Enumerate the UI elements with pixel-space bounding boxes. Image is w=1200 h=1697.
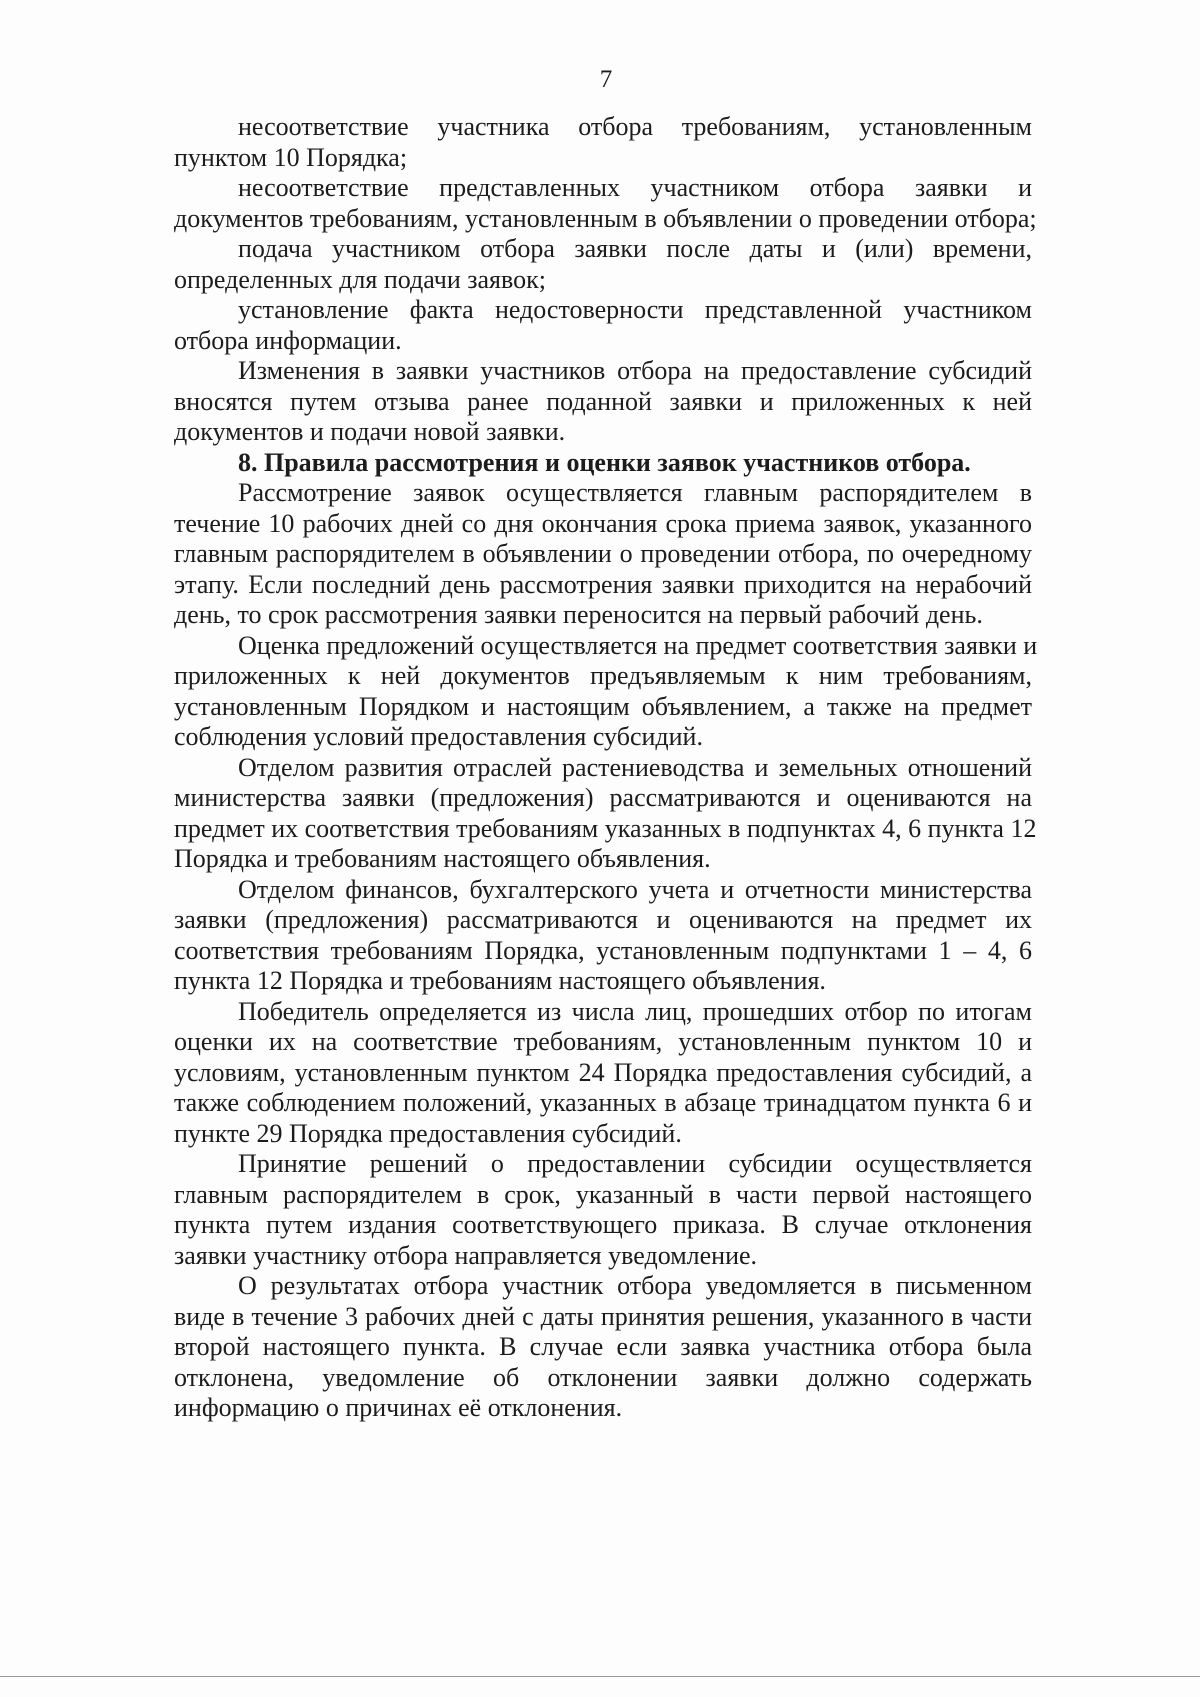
text-line: Изменения в заявки участников отбора на предоставление субсидий (238, 356, 1032, 385)
section-heading: 8. Правила рассмотрения и оценки заявок участников отбора. (238, 447, 971, 477)
text-line: Победитель определяется из числа лиц, прошедших отбор по итогам (238, 996, 1032, 1026)
paragraph (174, 752, 1037, 875)
text-line: течение 10 рабочих дней со дня окончания срока приема заявок, указанного (174, 508, 1032, 538)
text-line: также соблюдением положений, указанных в абзаце тринадцатом пункта 6 и (174, 1088, 1032, 1117)
text-line: Оценка предложений осуществляется на предмет соответствия заявки и (238, 630, 1038, 660)
text-line: установление факта недостоверности представленной участником (238, 295, 1032, 324)
paragraph (174, 478, 1032, 631)
document-body (174, 112, 1038, 1424)
paragraph (174, 630, 1038, 753)
paragraph (174, 173, 1037, 234)
paragraph (174, 356, 1032, 448)
text-line: информацию о причинах её отклонения. (174, 1393, 623, 1422)
text-line: Порядка и требованиям настоящего объявления. (174, 844, 711, 873)
text-line: документов требованиям, установленным в объявлении о проведении отбора; (174, 203, 1037, 233)
text-line: вносятся путем отзыва ранее поданной заявки и приложенных к ней (174, 386, 1032, 416)
paragraph (174, 234, 1032, 295)
text-line: оценки их на соответствие требованиям, установленным пунктом 10 и (174, 1027, 1032, 1056)
page-number: 7 (599, 66, 613, 93)
text-line: этапу. Если последний день рассмотрения заявки приходится на нерабочий (174, 569, 1032, 599)
text-line: соответствия требованиям Порядка, установленным подпунктами 1 – 4, 6 (174, 935, 1032, 965)
text-line: пункта 12 Порядка и требованиям настоящего объявления. (174, 966, 826, 995)
text-line: заявки участнику отбора направляется уведомление. (174, 1240, 758, 1270)
text-line: приложенных к ней документов предъявляемым к ним требованиям, (174, 661, 1032, 690)
paragraph (174, 295, 1032, 356)
text-line: Отделом развития отраслей растениеводства и земельных отношений (238, 752, 1032, 782)
text-line: соблюдения условий предоставления субсидий. (174, 722, 703, 751)
paragraph (174, 1271, 1032, 1424)
text-line: главным распорядителем в объявлении о проведении отбора, по очередному (174, 539, 1032, 568)
paragraph (174, 1149, 1032, 1271)
text-line: Рассмотрение заявок осуществляется главным распорядителем в (238, 478, 1032, 507)
text-line: Отделом финансов, бухгалтерского учета и отчетности министерства (238, 874, 1032, 904)
text-line: подача участником отбора заявки после даты и (или) времени, (238, 234, 1032, 263)
text-line: пункта путем издания соответствующего приказа. В случае отклонения (174, 1210, 1032, 1239)
text-line: день, то срок рассмотрения заявки переносится на первый рабочий день. (174, 600, 983, 629)
text-line: документов и подачи новой заявки. (174, 417, 566, 446)
text-line: пунктом 10 Порядка; (174, 142, 408, 172)
text-line: несоответствие участника отбора требованиям, установленным (238, 112, 1032, 141)
text-line: второй настоящего пункта. В случае если заявка участника отбора была (174, 1332, 1032, 1361)
text-line: отбора информации. (174, 325, 402, 355)
text-line: министерства заявки (предложения) рассматриваются и оцениваются на (174, 783, 1032, 812)
paragraph (174, 997, 1032, 1150)
text-line: предмет их соответствия требованиям указанных в подпунктах 4, 6 пункта 12 (174, 813, 1037, 843)
text-line: условиям, установленным пунктом 24 Порядка предоставления субсидий, а (174, 1057, 1032, 1087)
text-line: пункте 29 Порядка предоставления субсидий. (174, 1118, 682, 1148)
text-line: главным распорядителем в срок, указанный в части первой настоящего (174, 1179, 1032, 1209)
text-line: О результатах отбора участник отбора уведомляется в письменном (238, 1271, 1032, 1300)
paragraph (174, 875, 1032, 997)
paragraph (174, 112, 1032, 173)
text-line: определенных для подачи заявок; (174, 264, 546, 294)
scan-edge-line (0, 1676, 1200, 1677)
text-line: несоответствие представленных участником отбора заявки и (238, 173, 1032, 202)
text-line: Принятие решений о предоставлении субсидии осуществляется (238, 1149, 1032, 1178)
text-line: заявки (предложения) рассматриваются и оцениваются на предмет их (174, 905, 1032, 934)
text-line: отклонена, уведомление об отклонении заявки должно содержать (174, 1362, 1032, 1392)
text-line: установленным Порядком и настоящим объявлением, а также на предмет (174, 691, 1032, 721)
text-line: виде в течение 3 рабочих дней с даты принятия решения, указанного в части (174, 1301, 1032, 1331)
